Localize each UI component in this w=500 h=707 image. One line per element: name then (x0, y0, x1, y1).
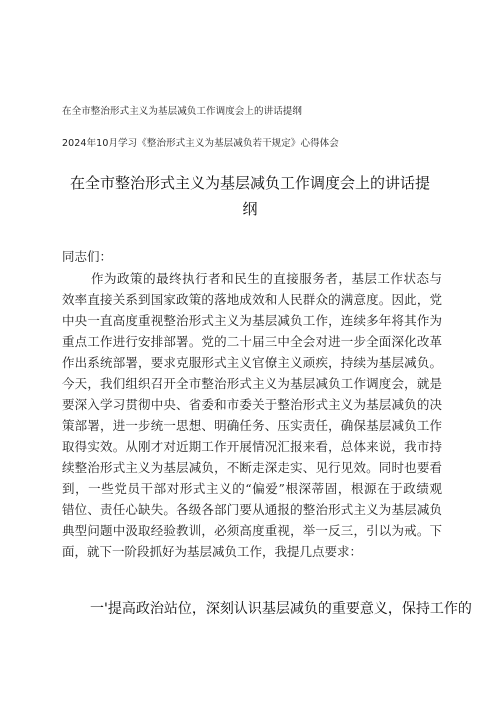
paragraph-line: 重点工作进行安排部署。党的二十届三中全会对进一步全面深化改革 (62, 334, 442, 349)
paragraph-line: 典型问题中汲取经验教训，必须高度重视，举一反三，引以为戒。下 (62, 523, 442, 538)
paragraph-line: 中央一直高度重视整治形式主义为基层减负工作，连续多年将其作为 (62, 313, 442, 328)
paragraph-line: 策部署，进一步统一思想、明确任务、压实责任，确保基层减负工作 (62, 418, 442, 433)
paragraph-line: 作为政策的最终执行者和民生的直接服务者，基层工作状态与 (91, 271, 442, 286)
paragraph-line: 作出系统部署，要求克服形式主义官僚主义顽疾，持续为基层减负。 (62, 355, 442, 370)
body-paragraph (62, 268, 442, 562)
paragraph-line: 要深入学习贯彻中央、省委和市委关于整治形式主义为基层减负的决 (62, 397, 442, 412)
document-title (60, 170, 440, 222)
paragraph-line: 效率直接关系到国家政策的落地成效和人民群众的满意度。因此，党 (62, 292, 442, 307)
section-heading: 一'提高政治站位，深刻认识基层减负的重要意义，保持工作的 (90, 601, 472, 617)
header-subtitle-line: 2024年10月学习《整治形式主义为基层减负若干规定》心得体会 (62, 138, 339, 149)
paragraph-line: 取得实效。从刚才对近期工作开展情况汇报来看，总体来说，我市持 (62, 439, 442, 454)
paragraph-line: 面，就下一阶段抓好为基层减负工作，我提几点要求： (62, 544, 363, 559)
title-line-2: 纲 (242, 200, 258, 218)
paragraph-line: 错位、责任心缺失。各级各部门要从通报的整治形式主义为基层减负 (62, 502, 442, 517)
header-title-line: 在全市整治形式主义为基层减负工作调度会上的讲话提纲 (62, 106, 303, 117)
title-line-1: 在全市整治形式主义为基层减负工作调度会上的讲话提 (69, 174, 430, 192)
paragraph-line: 续整治形式主义为基层减负，不断走深走实、见行见效。同时也要看 (62, 460, 442, 475)
salutation: 同志们： (62, 249, 113, 264)
paragraph-line: 到，一些党员干部对形式主义的“偏爱”根深蒂固，根源在于政绩观 (62, 481, 442, 496)
paragraph-line: 今天，我们组织召开全市整治形式主义为基层减负工作调度会，就是 (62, 376, 442, 391)
